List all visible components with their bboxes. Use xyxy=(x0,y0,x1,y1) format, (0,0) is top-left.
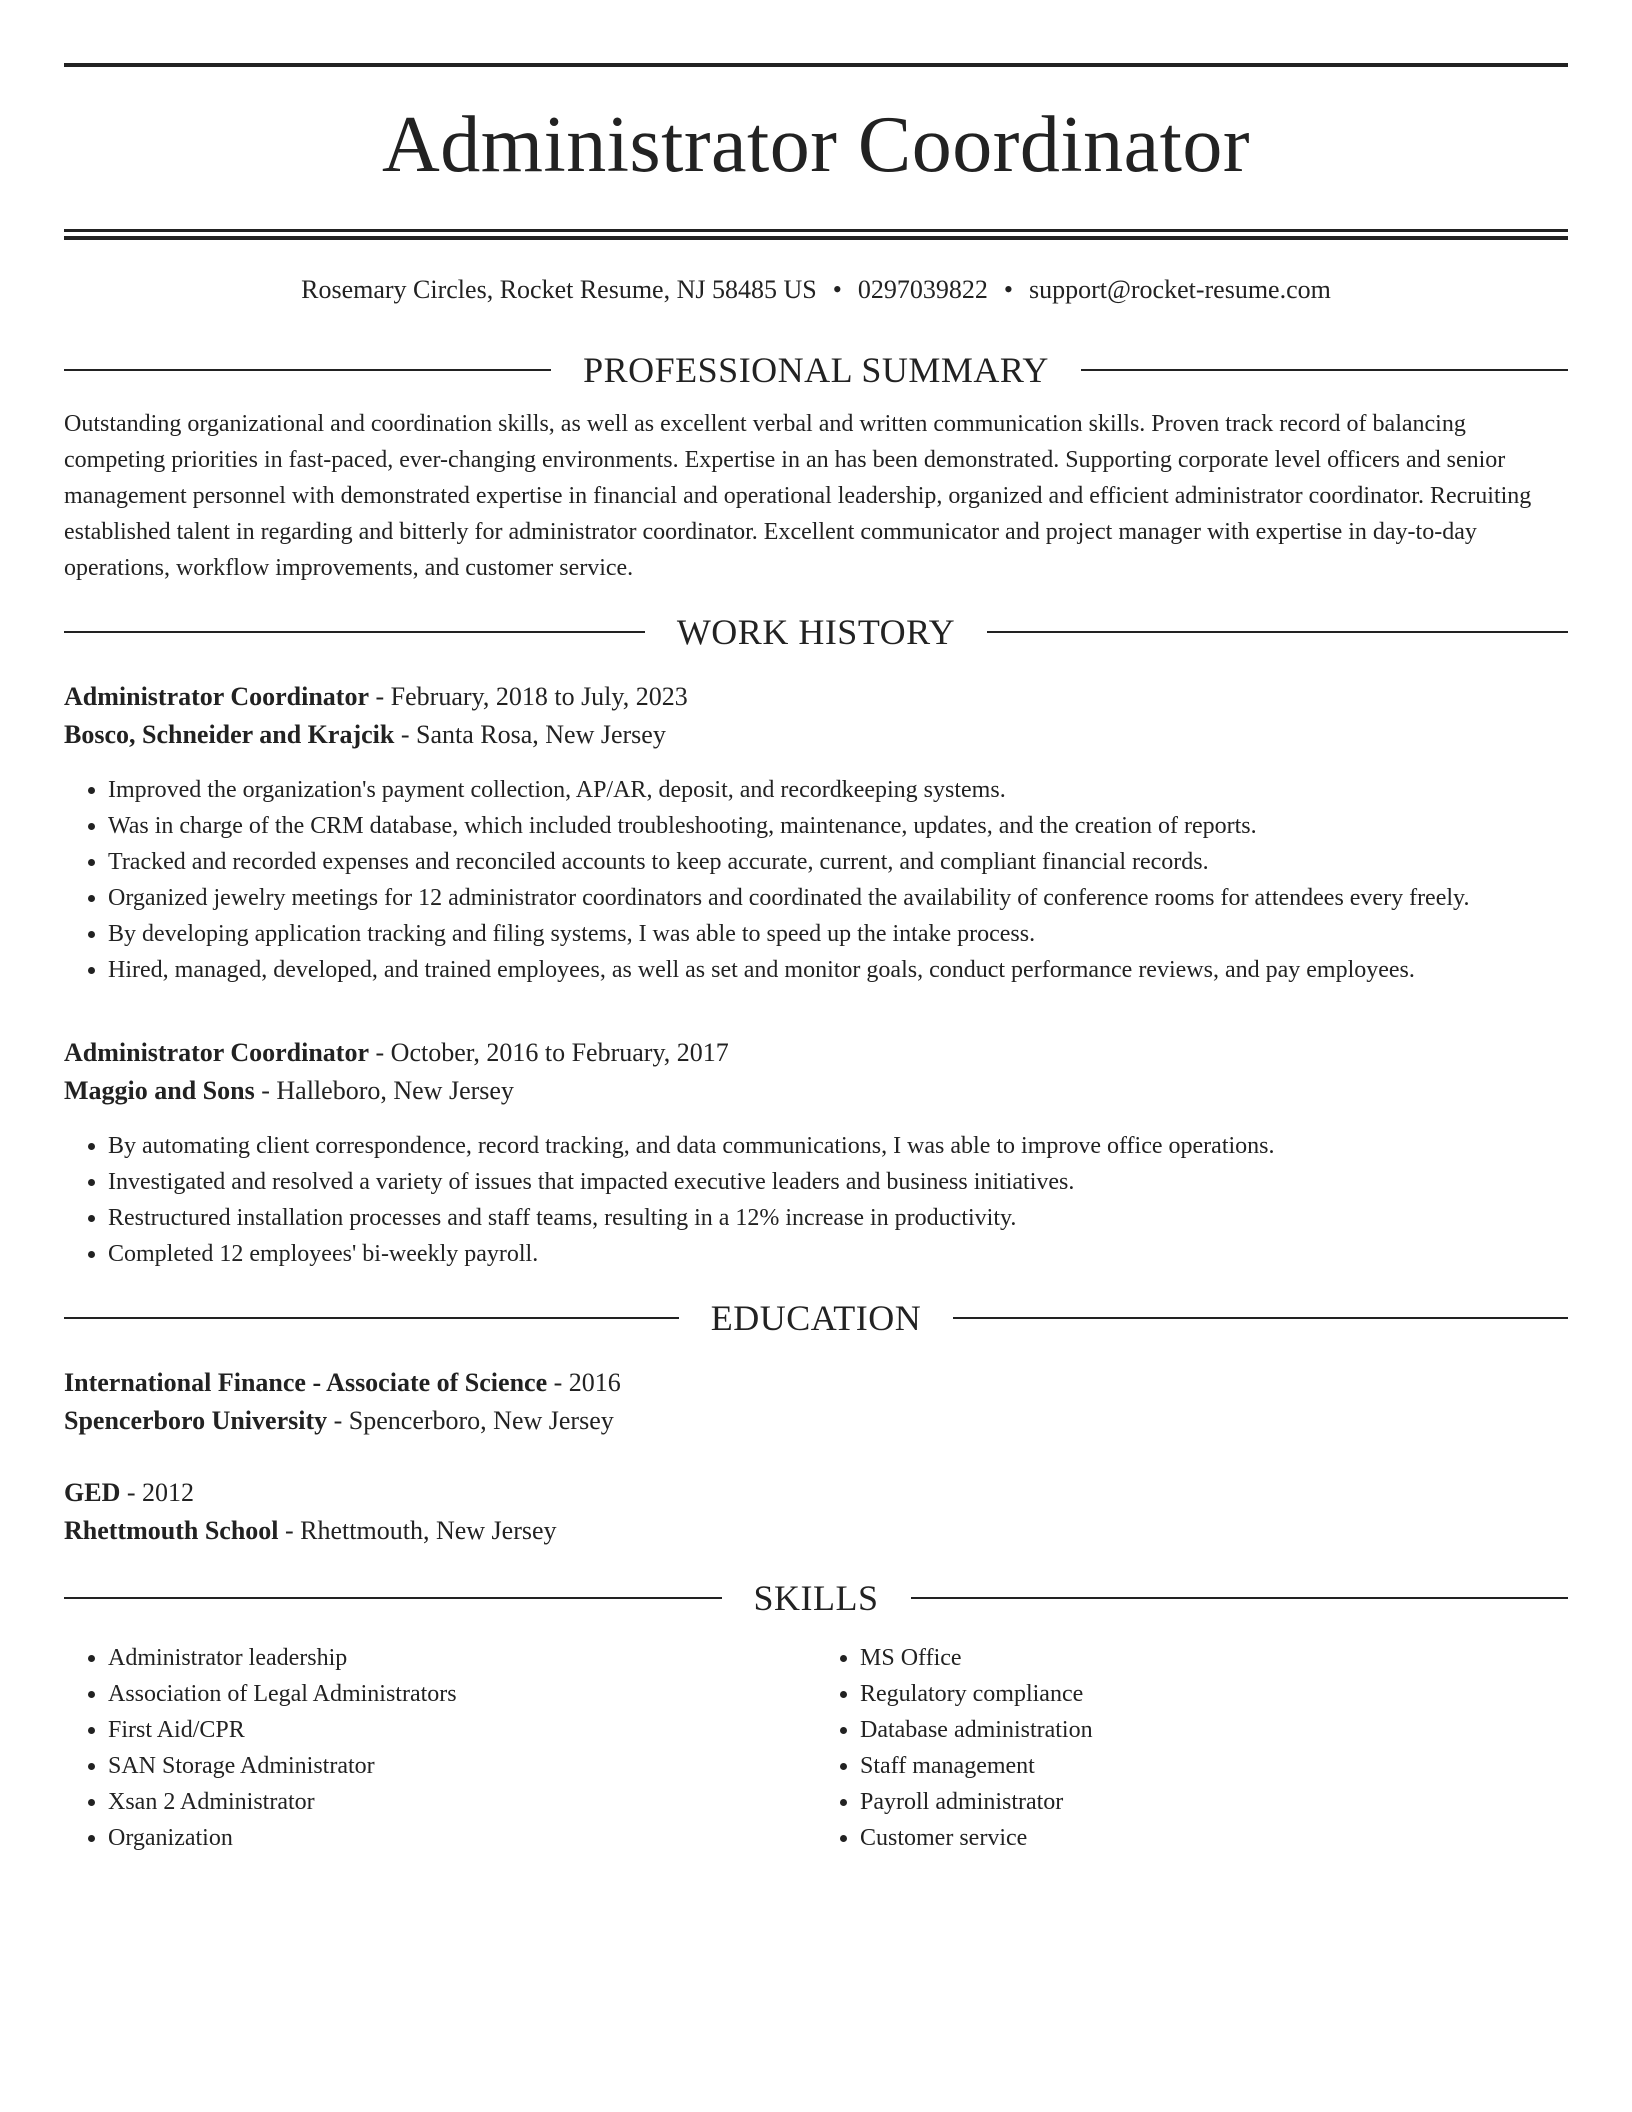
job-company: Maggio and Sons xyxy=(64,1076,255,1105)
list-item: • Improved the organization's payment collection, AP/AR, deposit, and recordkeeping systems. xyxy=(108,772,1568,808)
contact-email: support@rocket-resume.com xyxy=(1028,275,1331,304)
section-rule xyxy=(64,631,645,633)
list-item: • Organization xyxy=(108,1820,816,1856)
list-item: • Restructured installation processes and staff teams, resulting in a 12% increase in productivity. xyxy=(108,1200,1568,1236)
job-entry xyxy=(64,1034,1568,1272)
contact-address: Rosemary Circles, Rocket Resume, NJ 58485 US xyxy=(301,275,817,304)
job-bullets xyxy=(64,1128,1568,1272)
list-item: • First Aid/CPR xyxy=(108,1712,816,1748)
section-title: EDUCATION xyxy=(710,1298,922,1338)
education-degree: GED xyxy=(64,1478,121,1507)
section-header-education xyxy=(64,1298,1568,1338)
list-item: • Administrator leadership xyxy=(108,1640,816,1676)
education-year: - 2016 xyxy=(547,1368,621,1397)
job-bullets xyxy=(64,772,1568,988)
job-dates: - February, 2018 to July, 2023 xyxy=(369,682,688,711)
education-degree-row xyxy=(64,1474,1568,1512)
skills-column-left xyxy=(64,1640,816,1856)
education-school-row xyxy=(64,1402,1568,1440)
section-header-summary xyxy=(64,350,1568,390)
education-location: - Spencerboro, New Jersey xyxy=(327,1406,614,1435)
job-company-row xyxy=(64,1072,1568,1110)
contact-separator: • xyxy=(1003,275,1013,304)
list-item: • Customer service xyxy=(860,1820,1568,1856)
job-location: - Santa Rosa, New Jersey xyxy=(394,720,666,749)
job-title-row xyxy=(64,678,1568,716)
contact-line xyxy=(64,274,1568,306)
section-rule xyxy=(1081,369,1568,371)
list-item: • Database administration xyxy=(860,1712,1568,1748)
education-location: - Rhettmouth, New Jersey xyxy=(278,1516,557,1545)
list-item: • By automating client correspondence, record tracking, and data communications, I was able to improve office operations. xyxy=(108,1128,1568,1164)
education-school: Spencerboro University xyxy=(64,1406,328,1435)
education-degree: International Finance - Associate of Science xyxy=(64,1368,548,1397)
contact-separator: • xyxy=(832,275,842,304)
section-title: WORK HISTORY xyxy=(676,612,956,652)
section-rule xyxy=(911,1597,1569,1599)
job-entry xyxy=(64,678,1568,988)
list-item: • Completed 12 employees' bi-weekly payroll. xyxy=(108,1236,1568,1272)
job-dates: - October, 2016 to February, 2017 xyxy=(369,1038,729,1067)
section-rule xyxy=(64,369,551,371)
job-company-row xyxy=(64,716,1568,754)
candidate-name: Administrator Coordinator xyxy=(382,101,1250,189)
job-location: - Halleboro, New Jersey xyxy=(254,1076,514,1105)
education-degree-row xyxy=(64,1364,1568,1402)
list-item: • MS Office xyxy=(860,1640,1568,1676)
summary-text: Outstanding organizational and coordination skills, as well as excellent verbal and written communication skills. Proven track record of balancing competing priorities in fast-paced, ever-changing environments. Expertise in an has been demonstrated. Supporting corporate level officers and senior management personnel with demonstrated expertise in financial and operational leadership, organized and efficient administrator coordinator. Recruiting established talent in regarding and bitterly for administrator coordinator. Excellent communicator and project manager with expertise in day-to-day operations, workflow improvements, and customer service. xyxy=(64,411,1532,581)
list-item: • Association of Legal Administrators xyxy=(108,1676,816,1712)
section-rule xyxy=(953,1317,1568,1319)
list-item: • Xsan 2 Administrator xyxy=(108,1784,816,1820)
job-title-row xyxy=(64,1034,1568,1072)
list-item: • Regulatory compliance xyxy=(860,1676,1568,1712)
section-rule xyxy=(987,631,1568,633)
list-item: • Tracked and recorded expenses and reconciled accounts to keep accurate, current, and compliant financial records. xyxy=(108,844,1568,880)
skills-grid xyxy=(64,1640,1568,1856)
section-title: SKILLS xyxy=(753,1578,879,1618)
education-entry xyxy=(64,1474,1568,1550)
list-item: • Hired, managed, developed, and trained employees, as well as set and monitor goals, conduct performance reviews, and pay employees. xyxy=(108,952,1568,988)
education-school: Rhettmouth School xyxy=(64,1516,279,1545)
section-header-skills xyxy=(64,1578,1568,1618)
education-school-row xyxy=(64,1512,1568,1550)
job-role: Administrator Coordinator xyxy=(64,682,370,711)
list-item: • Investigated and resolved a variety of issues that impacted executive leaders and business initiatives. xyxy=(108,1164,1568,1200)
double-rule xyxy=(64,229,1568,240)
section-title: PROFESSIONAL SUMMARY xyxy=(583,350,1049,390)
list-item: • SAN Storage Administrator xyxy=(108,1748,816,1784)
top-rule xyxy=(64,63,1568,67)
job-company: Bosco, Schneider and Krajcik xyxy=(64,720,395,749)
section-rule xyxy=(64,1597,722,1599)
contact-phone: 0297039822 xyxy=(857,275,988,304)
list-item: • Payroll administrator xyxy=(860,1784,1568,1820)
list-item: • By developing application tracking and filing systems, I was able to speed up the intake process. xyxy=(108,916,1568,952)
list-item: • Staff management xyxy=(860,1748,1568,1784)
skills-column-right xyxy=(816,1640,1568,1856)
job-role: Administrator Coordinator xyxy=(64,1038,370,1067)
education-year: - 2012 xyxy=(120,1478,195,1507)
list-item: • Was in charge of the CRM database, which included troubleshooting, maintenance, updates, and the creation of reports. xyxy=(108,808,1568,844)
education-entry xyxy=(64,1364,1568,1440)
list-item: • Organized jewelry meetings for 12 administrator coordinators and coordinated the availability of conference rooms for attendees every freely. xyxy=(108,880,1568,916)
section-rule xyxy=(64,1317,679,1319)
section-header-work-history xyxy=(64,612,1568,652)
